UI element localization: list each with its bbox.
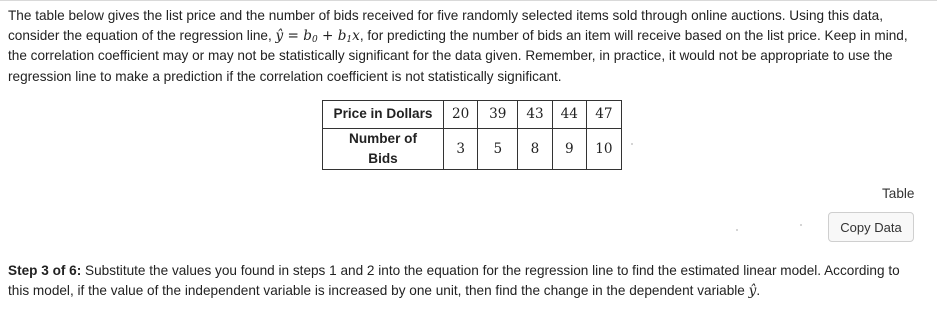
decorative-dot [800, 224, 802, 226]
copy-data-button[interactable]: Copy Data [828, 212, 914, 242]
intro-text-1: The table below gives the list price and the number of bids received for five randomly selected items sold through online auctions. Using this data, consider the equation of the regression line, [8, 8, 884, 44]
regression-equation: ŷ = $b_0 + b_1x$ [275, 28, 360, 46]
table-row-price [323, 101, 622, 129]
step-end: . [756, 283, 761, 299]
table-cell: 44 [552, 101, 586, 129]
table-link[interactable]: Table [882, 186, 915, 201]
table-row-bids [323, 129, 622, 170]
decorative-dot [631, 143, 633, 145]
table-cell: 9 [552, 129, 586, 170]
step-instructions [8, 261, 923, 301]
intro-text-2: , for predicting the number of bids an item will receive based on the list price. Keep in mind, the correlation coefficient may or may not be statistically significant for the data given. Remember, in practice, it would not be appropriate to use the regression line to make a prediction if the correlation coefficient is not statistically significant. [8, 28, 908, 84]
data-table [322, 100, 622, 170]
decorative-dot [736, 229, 738, 231]
table-cell: 8 [518, 129, 552, 170]
table-cell: 43 [518, 101, 552, 129]
table-cell: 39 [478, 101, 518, 129]
row-header-price: Price in Dollars [323, 101, 444, 129]
row-header-bids: Number of Bids [323, 129, 444, 170]
table-cell: 20 [444, 101, 478, 129]
problem-statement [8, 6, 923, 87]
top-divider [0, 0, 937, 1]
step-label: Step 3 of 6: [8, 263, 82, 278]
table-cell: 47 [586, 101, 621, 129]
table-cell: 10 [586, 129, 621, 170]
y-hat-symbol: ŷ [748, 283, 757, 300]
table-cell: 3 [444, 129, 478, 170]
table-cell: 5 [478, 129, 518, 170]
step-text: Substitute the values you found in steps 1 and 2 into the equation for the regression line to find the estimated linear model. According to this model, if the value of the independent variable is increased by one unit, then find the change in the dependent variable [8, 263, 900, 299]
